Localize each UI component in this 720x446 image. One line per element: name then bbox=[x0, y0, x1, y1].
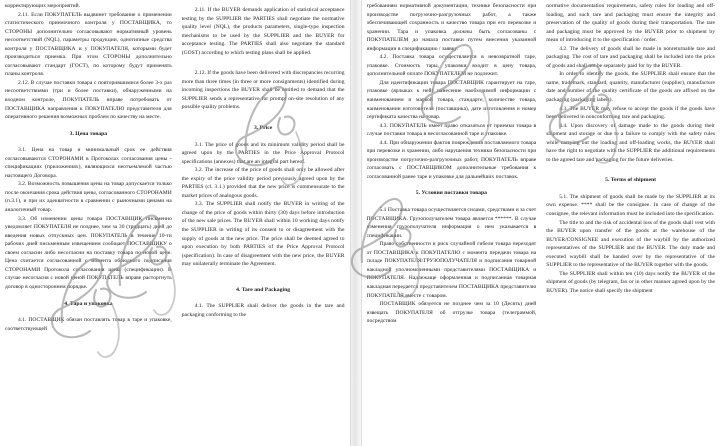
page-left bbox=[0, 0, 351, 446]
paragraph-spacer bbox=[182, 112, 345, 124]
page-left-columns bbox=[0, 0, 350, 446]
contract-paragraph: 4.1. The SUPPLIER shall deliver the goods in the tare and packaging conforming to the bbox=[181, 303, 345, 318]
paragraph-spacer bbox=[5, 292, 172, 300]
contract-paragraph: 3.2. Возможность повышения цены на товар допускается только после окончания срока действия цены, согласованного СТОРОНАМИ (п.3.1), и при их адекватности в сравнении с рыночными ценами на аналогичный товар. bbox=[5, 181, 172, 214]
paragraph-spacer bbox=[367, 198, 537, 206]
contract-paragraph: 5.1. The shipment of goods shall be made by the SUPPLIER at its own expense. **** shall be the consignee. In case of change of the consignee, the relevant information must be included into the specification. bbox=[546, 193, 715, 218]
paragraph-spacer bbox=[182, 57, 345, 69]
page-left-english-column bbox=[177, 2, 345, 446]
contract-paragraph: 4.4. Upon discovery of damage made to the goods during their shipment and storage or due to a failure to comply with the safety rules while carrying out the loading and off-loading works, the BUYER shall have the right to negotiate with the SUPPLIER the additional requirements to the agreed tare and packaging for the future deliveries. bbox=[546, 122, 715, 163]
contract-paragraph: The SUPPLIER shall within ten (10) days notify the BUYER of the shipment of goods (by telegram, fax or in other manner agreed upon by the BUYER). The notice shall specify the shipment bbox=[546, 270, 715, 294]
paragraph-spacer bbox=[367, 181, 537, 189]
contract-paragraph: Для идентификации товара ПОСТАВЩИК гарантирует на таре, упаковке (ярлыках к ней) нанесение наобходимой информации с наименованием и маркой товара, стандарте, количестве товара, наименовании изготовителя (поставщика), дате изготовления и номер сертификата качества на товар. bbox=[366, 79, 537, 121]
section-heading: 4. Tare and Packaging bbox=[236, 286, 291, 293]
contract-paragraph: 3.1. Цена на товар и минимальный срок ее действия согласовываются СТОРОНАМИ в Протоколах согласования цены - спецификациях (приложениях), являющихся неотъемлемой частью настоящего Договора. bbox=[5, 147, 172, 179]
contract-paragraph: 3.2. The increase of the price of goods shall only be allowed after the expiry of the price validity period previously agreed upon by the PARTIES (cl. 3.1.) provided that the new price is commensurate to the market prices of analogous goods. bbox=[181, 167, 345, 199]
contract-paragraph: требованиям нормативной документации, технике безопасности при производстве погрузочно-разгрузочных работ, а также обеспечивающей сохранность и качество товара при его перевозке и хранении. Тара и упаковка должны быть согласованы с ПОКУПАТЕЛЕМ до начала поставки путем внесения указанной информации в спецификацию / заявку. bbox=[366, 3, 537, 52]
contract-paragraph: The title to and the risk of accidental loss of the goods shall vest with the BUYER upon transfer of the goods at the warehouse of the BUYER/CONSIGNEE and execution of the waybill by the authorized representatives of the SUPPLIER and the BUYER. The duly made and executed waybill shall be handed over by the representative of the SUPPLIER to the representative of the BUYER together with the goods. bbox=[546, 219, 715, 269]
section-heading: 5. Terms of shipment bbox=[605, 177, 657, 184]
contract-paragraph: Право собственности и риск случайной гибели товара переходят от ПОСТАВЩИКА к ПОКУПАТЕЛЮ с момента передачи товара на складе ПОКУПАТЕЛЯ/ГРУЗОПОЛУЧАТЕЛЯ и подписания товарной накладной уполномоченными представителями ПОСТАВЩИКА и ПОКУПАТЕЛЯ. Надлежаще оформленная и подписанная товарная накладная передается представителем ПОСТАВЩИКА представителю ПОКУПАТЕЛЯ вместе с товаром. bbox=[366, 241, 537, 299]
contract-paragraph: 4.4. При обнаружении фактов повреждения поставляемого товара при перевозке и хранении, либо нарушения техники безопасности при производстве погрузочно-разгрузочных работ, ПОКУПАТЕЛЬ вправе согласовать с ПОСТАВЩИКОМ дополнительные требования к согласованной ранее таре и упаковке для дальнейших поставок. bbox=[366, 139, 537, 180]
paragraph-spacer bbox=[546, 164, 715, 176]
page-gutter bbox=[351, 0, 361, 446]
page-right-columns bbox=[362, 0, 720, 446]
contract-paragraph: 5.1 Поставка товара осуществляется силами, средствами и за счет ПОСТАВЩИКА. Грузополучателем товара является ******. В случае изменения грузополучателя информация о нем указывается в спецификации. bbox=[366, 207, 537, 239]
paragraph-spacer bbox=[182, 269, 345, 286]
section-heading: 5. Условия поставки товара bbox=[415, 190, 487, 197]
contract-paragraph: 4.3. ПОКУПАТЕЛЬ имеет право отказаться от приемки товара в случае поставки товара в несогласованной таре и упаковке. bbox=[366, 122, 537, 138]
contract-paragraph: 3.3. The SUPPLIER shall notify the BUYER in writing of the change of the price of goods within thirty (30) days before introduction of the new sale prices. The BUYER shall within 10 working days notify the SUPPLIER in writing of its consent to or disagreement with the supply of goods at the new price. The price shall be deemed agreed to upon execution by both PARTIES of the Price Approval Protocol (specification). In case of disagreement with the new price, the BUYER may unilaterally terminate the Agreement. bbox=[181, 201, 345, 268]
paragraph-spacer bbox=[182, 133, 345, 141]
paragraph-spacer bbox=[5, 138, 172, 146]
page-right bbox=[361, 0, 720, 446]
page-left-russian-column bbox=[5, 2, 177, 446]
section-heading: 3. Price bbox=[253, 125, 273, 132]
contract-paragraph: корректирующих мероприятий. bbox=[5, 3, 81, 9]
paragraph-spacer bbox=[5, 308, 172, 316]
section-heading: 3. Цена товара bbox=[69, 130, 108, 137]
contract-paragraph: 4.1. ПОСТАВЩИК обязан поставлять товар в таре и упаковке, соответствующей bbox=[5, 317, 172, 332]
contract-paragraph: In order to identify the goods, the SUPPLIER shall ensure that the name, trademark, standard, quantity, manufacturer (supplier), manufacture date and number of the quality certificate of the goods are affixed on the packaging (packaging labels). bbox=[546, 71, 715, 104]
paragraph-spacer bbox=[546, 185, 715, 193]
contract-paragraph: 3.1. The price of goods and its minimum validity period shall be agreed upon by the PARTIES in the Price Approval Protocol specifications (annexes) that are an integral part hereof. bbox=[181, 141, 345, 165]
contract-paragraph: 2.11. Если ПОКУПАТЕЛЬ выдвинет требование о применении статистического приемочного контроля у ПОСТАВЩИКА, то СТОРОНЫ дополнительно согласовывают нормативный уровень несоответствий (NQL), параметры продукции, однотипные средства контроля у ПОСТАВЩИКА и у ПОКУПАТЕЛЯ, которыми будет производиться приемка. При этом СТОРОНЫ дополнительно согласовывают стандарт (ГОСТ), по которому будут применять планы контроля. bbox=[5, 11, 172, 78]
contract-paragraph: ПОСТАВЩИК обязуется не позднее чем за 10 (Десять) дней извещать ПОКУПАТЕЛЯ об отгрузке товара (телеграммой, посредством bbox=[366, 301, 537, 325]
contract-paragraph: normative documentation requirements, safety rules for loading and off-loading, and such tare and packaging must ensure the integrity and preservation of the quality of goods during their transportation. The tare and packaging must be approved by the BUYER prior to shipment by mean of introducing it to the specification / order. bbox=[546, 3, 715, 44]
page-right-english-column bbox=[541, 2, 715, 446]
contract-paragraph: 4.2. The delivery of goods shall be made in nonreturnable tare and packaging. The cost of tare and packaging shall be included into the price of goods and shall not be separately paid for by the BUYER. bbox=[546, 45, 715, 69]
contract-paragraph: 2.12. В случае поставки товара с повторившимися более 3-х раз несоответствиями (три и более поставки), обнаруженными на входном контроле, ПОКУПАТЕЛЬ вправе потребовать от ПОСТАВЩИКА направления к ПОКУПАТЕЛЮ представителя для оперативного решения возможных проблем по качеству на месте. bbox=[5, 79, 172, 121]
page-right-russian-column bbox=[367, 2, 542, 446]
section-heading: 4. Тара и упаковка bbox=[64, 300, 113, 307]
paragraph-spacer bbox=[182, 294, 345, 302]
contract-paragraph: 4.3. The BUYER may refuse to accept the goods if the goods have been delivered in nonconforming tare and packaging. bbox=[546, 105, 715, 121]
contract-paragraph: 2.12. If the goods have been delivered with discrepancies recurring more than three times (in three or more consignments) identified during incoming inspections the BUYER shall be entitled to demand that the SUPPLIER sends a representative for prompt on-site resolution of any possible quality problems. bbox=[181, 70, 345, 111]
paragraph-spacer bbox=[5, 122, 172, 130]
contract-paragraph: 2.11. If the BUYER demands application of statistical acceptance testing by the SUPPLIER the PARTIES shall negotiate the normative quality level (NQL), the products parameters, single-type inspection mechanisms to be used by the SUPPLIER and the BUYER for acceptance testing. The PARTIES shall also negotiate the standard (GOST) according to which testing plans shall be applied. bbox=[181, 7, 345, 56]
contract-paragraph: 4.2. Поставка товара осуществляется в невозвратной таре, упаковке. Стоимость тары, упаковки входит в цену товара, дополнительной оплате ПОКУПАТЕЛЕМ не подлежит. bbox=[366, 54, 537, 78]
contract-paragraph: 3.3. Об изменении цены товара ПОСТАВЩИК письменно уведомляет ПОКУПАТЕЛЯ не позднее, чем за 30 (тридцать) дней до введения новых отпускных цен. ПОКУПАТЕЛЬ в течение 10-ти рабочих дней письменным извещением сообщает ПОСТАВЩИКУ о своем согласии либо несогласии на поставку товара по новой цене. Цена считается согласованной с момента обоюдного подписания СТОРОНАМИ Протокола согласования цены (спецификации). В случае несогласия с новой ценой ПОКУПАТЕЛЬ вправе расторгнуть договор в одностороннем порядке. bbox=[5, 215, 172, 290]
